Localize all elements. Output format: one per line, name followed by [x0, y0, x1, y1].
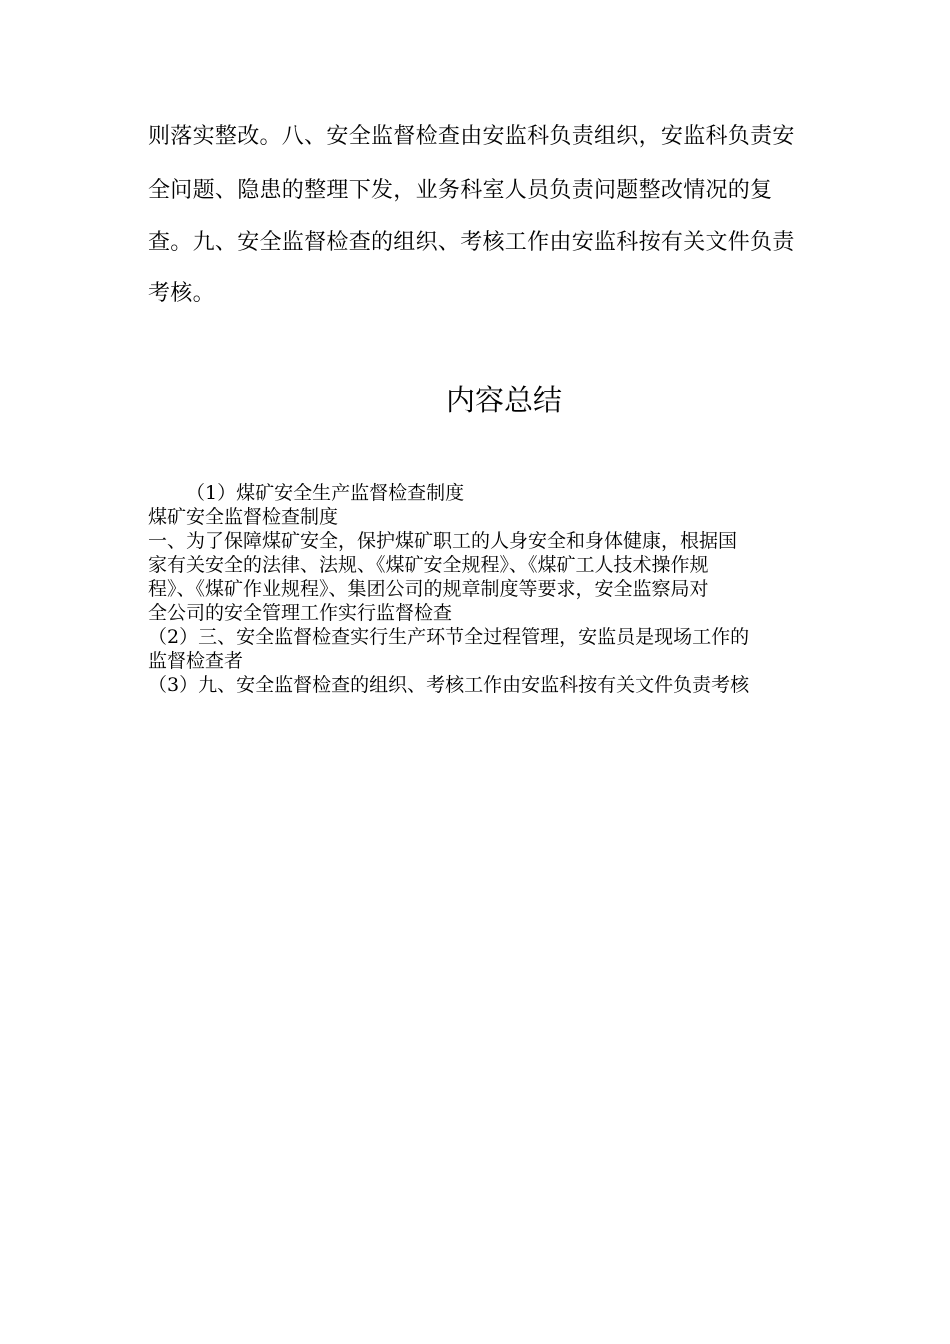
summary-line: 家有关安全的法律、法规、《煤矿安全规程》、《煤矿工人技术操作规 — [148, 554, 709, 576]
summary-heading: 内容总结 — [445, 383, 562, 417]
summary-line: 一、为了保障煤矿安全，保护煤矿职工的人身安全和身体健康，根据国 — [148, 530, 738, 552]
summary-block — [148, 481, 808, 697]
body-text-line: 全问题、隐患的整理下发，业务科室人员负责问题整改情况的复 — [148, 178, 773, 203]
summary-line: 程》、《煤矿作业规程》、集团公司的规章制度等要求，安全监察局对 — [148, 578, 709, 600]
body-text-line: 查。九、安全监督检查的组织、考核工作由安监科按有关文件负责 — [148, 230, 795, 255]
summary-line: 煤矿安全监督检查制度 — [148, 506, 339, 528]
summary-line: 全公司的安全管理工作实行监督检查 — [148, 602, 453, 624]
summary-line: （1）煤矿安全生产监督检查制度 — [186, 482, 465, 504]
body-text-line: 考核。 — [148, 281, 215, 306]
summary-line: （3）九、安全监督检查的组织、考核工作由安监科按有关文件负责考核 — [148, 674, 750, 696]
body-text-line: 则落实整改。八、安全监督检查由安监科负责组织，安监科负责安 — [148, 124, 795, 149]
summary-line: 监督检查者 — [148, 650, 244, 672]
summary-line: （2）三、安全监督检查实行生产环节全过程管理，安监员是现场工作的 — [148, 626, 750, 648]
